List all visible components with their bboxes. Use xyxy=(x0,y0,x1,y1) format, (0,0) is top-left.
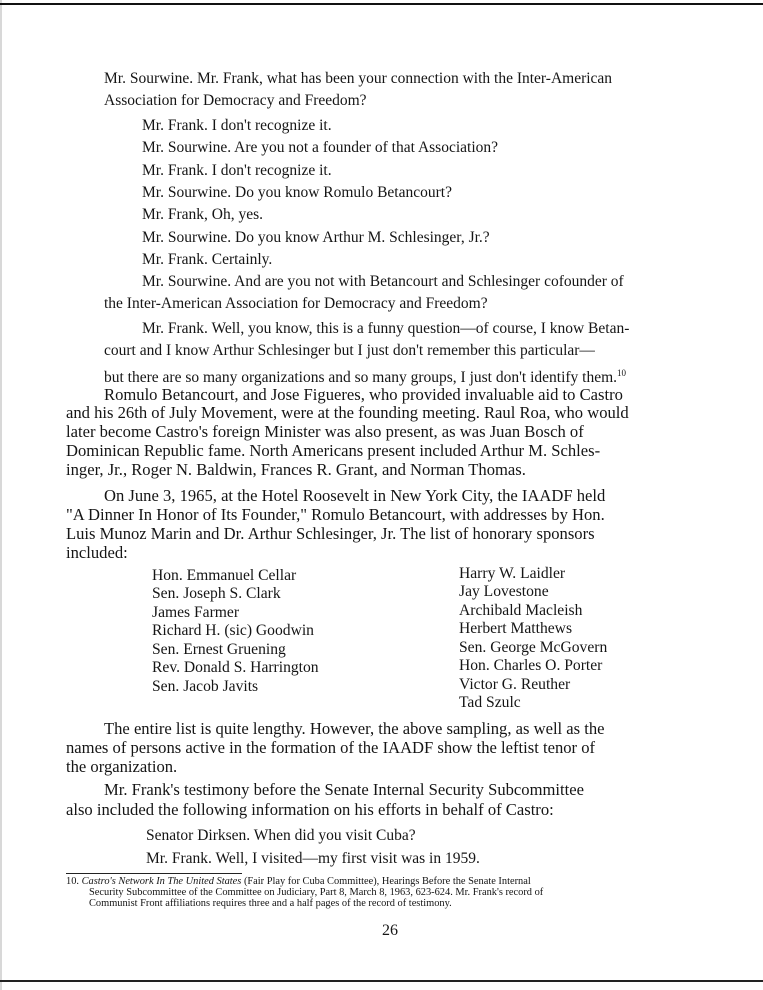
transcript-intro-line-2: Association for Democracy and Freedom? xyxy=(104,92,367,109)
sponsor-name: Sen. Joseph S. Clark xyxy=(152,585,281,602)
transcript-intro-line-1: Mr. Sourwine. Mr. Frank, what has been your connection with the Inter-American xyxy=(104,70,613,87)
sponsor-name: Archibald Macleish xyxy=(459,602,583,619)
sponsor-name: Sen. Jacob Javits xyxy=(152,678,259,695)
paragraph-2-line-3: Luis Munoz Marin and Dr. Arthur Schlesinger, Jr. The list of honorary sponsors xyxy=(66,524,595,543)
transcript-line: Mr. Frank. Certainly. xyxy=(142,251,273,268)
footnote-line-1 xyxy=(66,876,531,888)
transcript-line: Mr. Sourwine. Do you know Romulo Betancourt? xyxy=(142,184,452,201)
paragraph-3-line-3: the organization. xyxy=(66,757,178,776)
footnote-line-3-text: Communist Front affiliations requires three and a half pages of the record of testimony. xyxy=(89,898,452,909)
sponsor-name: Richard H. (sic) Goodwin xyxy=(152,622,314,639)
sponsor-name: Herbert Matthews xyxy=(459,620,573,637)
footnote-line-2 xyxy=(89,887,543,899)
transcript2-line: Mr. Frank. Well, I visited—my first visit was in 1959. xyxy=(146,850,480,867)
paragraph-3-line-1: The entire list is quite lengthy. However, the above sampling, as well as the xyxy=(104,719,605,738)
paragraph-2-line-4: included: xyxy=(66,543,128,562)
transcript-cofounder-line-1: Mr. Sourwine. And are you not with Betancourt and Schlesinger cofounder of xyxy=(142,273,624,290)
paragraph-1-line-1: Romulo Betancourt, and Jose Figueres, who provided invaluable aid to Castro xyxy=(104,385,623,404)
footnote-line-2-text: Security Subcommittee of the Committee on Judiciary, Part 8, March 8, 1963, 623-624. Mr. Frank's record of xyxy=(89,887,544,898)
transcript-answer-text: but there are so many organizations and so many groups, I just don't identify them. xyxy=(104,369,618,386)
scan-bottom-border xyxy=(0,980,763,982)
transcript-line: Mr. Sourwine. Are you not a founder of that Association? xyxy=(142,139,499,156)
paragraph-2-line-1: On June 3, 1965, at the Hotel Roosevelt in New York City, the IAADF held xyxy=(104,486,606,505)
footnote-number: 10. xyxy=(66,876,79,887)
paragraph-3-line-2: names of persons active in the formation of the IAADF show the leftist tenor of xyxy=(66,738,596,757)
transcript-line: Mr. Frank. I don't recognize it. xyxy=(142,162,332,179)
transcript-line: Mr. Frank. I don't recognize it. xyxy=(142,117,332,134)
sponsor-name: Hon. Emmanuel Cellar xyxy=(152,567,297,584)
sponsor-name: Victor G. Reuther xyxy=(459,676,571,693)
sponsor-name: Tad Szulc xyxy=(459,694,521,711)
page-number: 26 xyxy=(382,922,398,939)
sponsor-name: Harry W. Laidler xyxy=(459,565,566,582)
sponsor-name: Sen. George McGovern xyxy=(459,639,608,656)
footnote-line-3 xyxy=(89,898,452,910)
sponsor-name: Hon. Charles O. Porter xyxy=(459,657,603,674)
paragraph-1-line-3: later become Castro's foreign Minister was also present, as was Juan Bosch of xyxy=(66,422,584,441)
sponsor-name: Sen. Ernest Gruening xyxy=(152,641,286,658)
transcript-line: Mr. Frank, Oh, yes. xyxy=(142,206,263,223)
scan-left-edge xyxy=(0,0,2,990)
sponsor-name: James Farmer xyxy=(152,604,240,621)
transcript2-line: Senator Dirksen. When did you visit Cuba? xyxy=(146,827,416,844)
paragraph-1-line-2: and his 26th of July Movement, were at the founding meeting. Raul Roa, who would xyxy=(66,403,629,422)
paragraph-4-line-1: Mr. Frank's testimony before the Senate Internal Security Subcommittee xyxy=(104,780,584,799)
paragraph-2-line-2: "A Dinner In Honor of Its Founder," Romulo Betancourt, with addresses by Hon. xyxy=(66,505,605,524)
transcript-cofounder-line-2: the Inter-American Association for Democracy and Freedom? xyxy=(104,295,488,312)
paragraph-1-line-5: inger, Jr., Roger N. Baldwin, Frances R. Grant, and Norman Thomas. xyxy=(66,460,526,479)
footnote-rule xyxy=(66,873,242,874)
transcript-answer-line-1: Mr. Frank. Well, you know, this is a funny question—of course, I know Betan- xyxy=(142,320,630,337)
scan-top-border xyxy=(0,3,763,5)
footnote-title: Castro's Network In The United States xyxy=(81,876,242,887)
sponsor-name: Jay Lovestone xyxy=(459,583,549,600)
sponsor-name: Rev. Donald S. Harrington xyxy=(152,659,319,676)
paragraph-1-line-4: Dominican Republic fame. North Americans present included Arthur M. Schles- xyxy=(66,441,601,460)
transcript-answer-line-2: court and I know Arthur Schlesinger but I just don't remember this particular— xyxy=(104,342,595,359)
footnote-reference: 10 xyxy=(617,368,627,378)
footnote-line-1-rest: (Fair Play for Cuba Committee), Hearings Before the Senate Internal xyxy=(243,876,531,887)
transcript-line: Mr. Sourwine. Do you know Arthur M. Schlesinger, Jr.? xyxy=(142,229,490,246)
paragraph-4-line-2: also included the following information on his efforts in behalf of Castro: xyxy=(66,800,554,819)
